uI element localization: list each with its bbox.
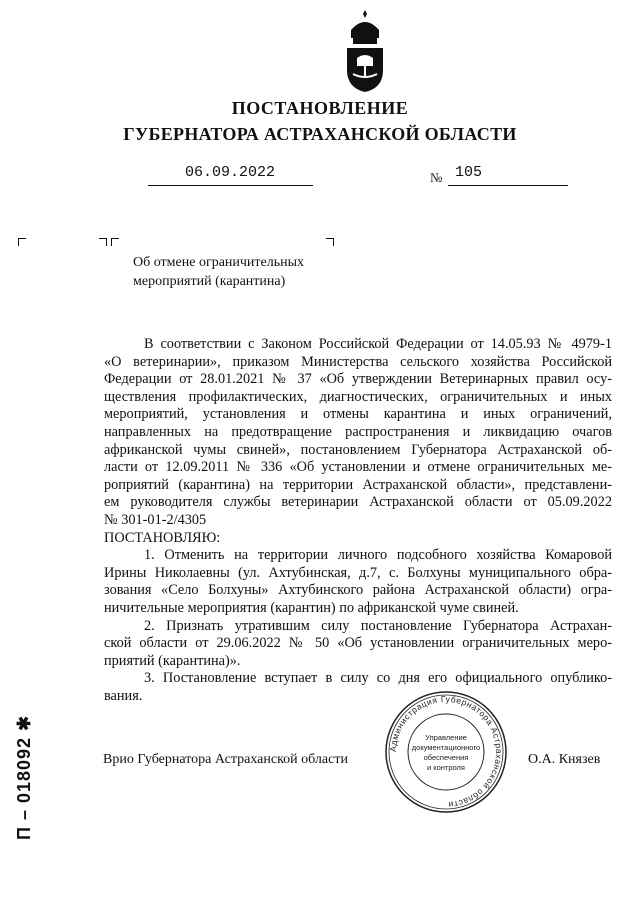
- body-line: 3. Постановление вступает в силу со дня его официального опублико-: [144, 670, 612, 687]
- body-line: «О ветеринарии», приказом Министерства сельского хозяйства Российской: [104, 353, 612, 370]
- corner-mark-mid-b: [111, 238, 119, 246]
- body-line: направленных на предотвращение распространения и ликвидацию очагов: [104, 423, 612, 440]
- corner-mark-right: [326, 238, 334, 246]
- resolution-heading: ПОСТАНОВЛЯЮ:: [104, 529, 221, 546]
- serial-number: П – 018092 ✱: [14, 714, 34, 840]
- document-issuer: ГУБЕРНАТОРА АСТРАХАНСКОЙ ОБЛАСТИ: [123, 124, 517, 144]
- body-line: Ирины Николаевны (ул. Ахтубинская, д.7, с. Болхуны муниципального обра-: [104, 564, 612, 581]
- date-underline: [148, 185, 313, 186]
- subject-line: Об отмене ограничительных: [133, 255, 305, 270]
- stamp-ring-text: Администрация Губернатора Астраханской области: [387, 693, 505, 811]
- corner-mark-left: [18, 238, 26, 246]
- coat-of-arms-icon: [343, 8, 387, 94]
- document-body: [104, 336, 612, 705]
- body-line: вания.: [104, 687, 143, 704]
- number-sign: №: [430, 170, 443, 185]
- body-line: приятий (карантина)».: [104, 652, 241, 669]
- document-subject: [133, 253, 304, 291]
- body-line: № 301-01-2/4305: [104, 511, 207, 528]
- stamp-center-line: и контроля: [426, 763, 466, 772]
- body-line: ской области от 29.06.2022 № 50 «Об установлении ограничительных меро-: [104, 635, 612, 652]
- body-line: роприятий (карантина) на территории Астраханской области», представлени-: [104, 476, 612, 493]
- number-underline: [448, 185, 568, 186]
- corner-mark-mid-a: [99, 238, 107, 246]
- official-stamp-icon: [384, 690, 508, 814]
- signatory-name: О.А. Князев: [528, 752, 601, 767]
- body-line: 2. Признать утратившим силу постановление Губернатора Астрахан-: [144, 617, 612, 634]
- document-title: ПОСТАНОВЛЕНИЕ: [231, 98, 409, 118]
- body-line: 1. Отменить на территории личного подсобного хозяйства Комаровой: [144, 547, 612, 564]
- stamp-center-line: документационного: [411, 743, 481, 752]
- serial-number-block: [8, 690, 40, 840]
- body-line: ществления профилактических, диагностических, ограничительных и иных: [104, 388, 612, 405]
- stamp-center-line: обеспечения: [423, 753, 469, 762]
- signatory-role: Врио Губернатора Астраханской области: [103, 752, 348, 767]
- body-line: зования «Село Болхуны» Ахтубинского района Астраханской области) огра-: [104, 582, 612, 599]
- body-line: мероприятий, установления и отмены карантина и иных ограничений,: [104, 406, 612, 423]
- body-line: В соответствии с Законом Российской Федерации от 14.05.93 № 4979-1: [144, 336, 612, 352]
- stamp-center-line: Управление: [425, 733, 467, 742]
- body-line: Федерации от 28.01.2021 № 37 «Об утверждении Ветеринарных правил осу-: [104, 371, 612, 388]
- body-line: африканской чумы свиней», постановлением Губернатора Астраханской об-: [104, 441, 612, 458]
- body-line: ничительные мероприятия (карантин) по африканской чуме свиней.: [104, 599, 519, 616]
- document-date: 06.09.2022: [184, 164, 275, 181]
- document-number: 105: [455, 164, 483, 181]
- body-line: ласти от 12.09.2011 № 336 «Об установлении и отмене ограничительных ме-: [104, 459, 612, 476]
- body-line: ем руководителя службы ветеринарии Астраханской области от 05.09.2022: [104, 494, 612, 511]
- subject-line: мероприятий (карантина): [133, 274, 286, 289]
